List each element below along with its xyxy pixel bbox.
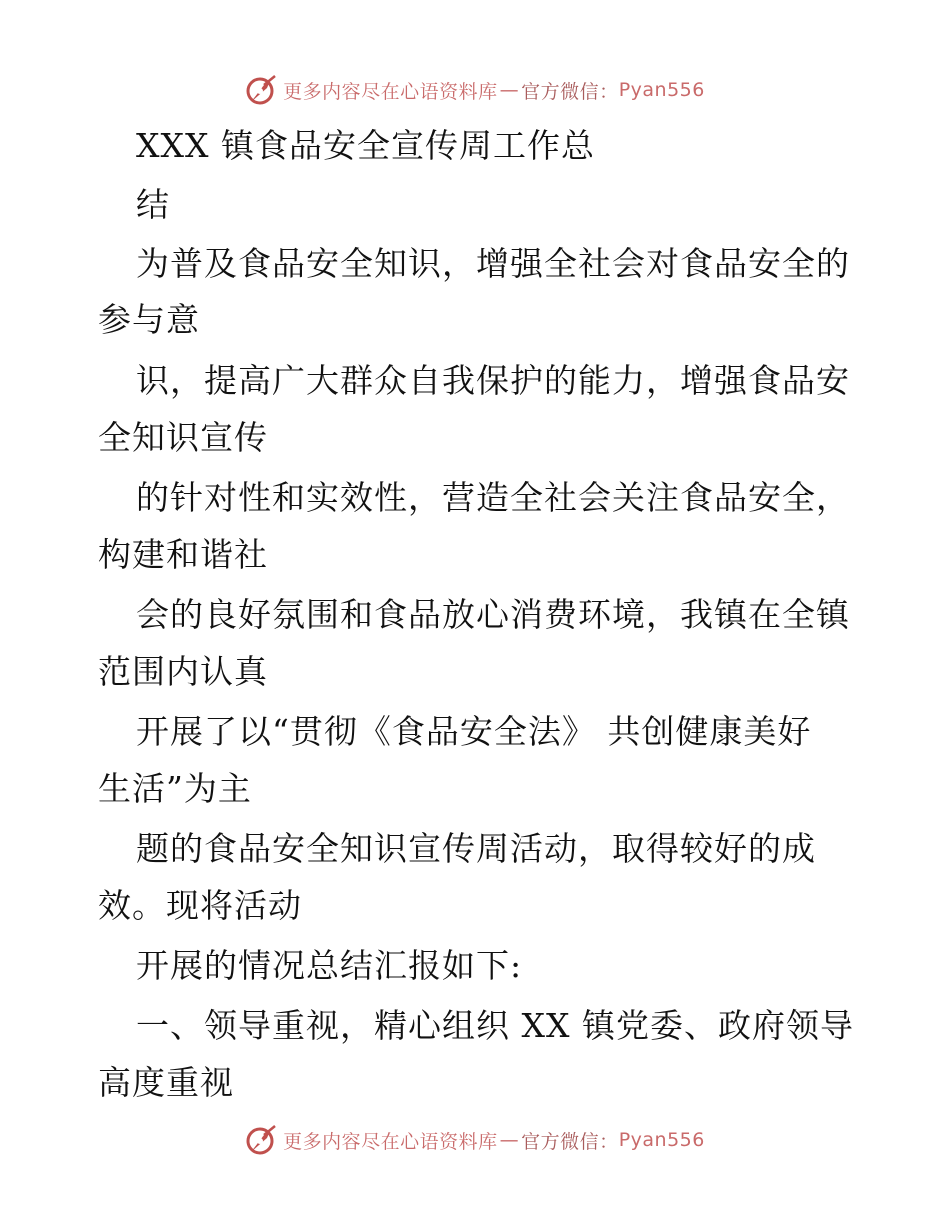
footer-watermark	[0, 1120, 950, 1160]
paragraph-line: 题的食品安全知识宣传周活动，取得较好的成	[136, 829, 816, 868]
watermark-wechat-id: Pyan556	[618, 79, 705, 101]
document-title-line-1: XXX 镇食品安全宣传周工作总	[136, 126, 595, 165]
paragraph-line: 为普及食品安全知识，增强全社会对食品安全的	[136, 244, 850, 283]
watermark-wechat-id: Pyan556	[618, 1129, 705, 1151]
paragraph-line: 生活”为主	[98, 769, 252, 808]
paragraph-line: 的针对性和实效性，营造全社会关注食品安全，	[136, 478, 850, 517]
section-heading-line: 一、领导重视，精心组织 XX 镇党委、政府领导	[136, 1006, 854, 1045]
watermark-separator: —	[499, 79, 520, 101]
paragraph-line: 识，提高广大群众自我保护的能力，增强食品安	[136, 361, 850, 400]
paragraph-line: 开展了以“贯彻《食品安全法》 共创健康美好	[136, 712, 812, 751]
watermark-separator: —	[499, 1129, 520, 1151]
paragraph-line: 高度重视	[98, 1063, 234, 1102]
paragraph-line: 效。现将活动	[98, 886, 302, 925]
paragraph-line: 会的良好氛围和食品放心消费环境，我镇在全镇	[136, 595, 850, 634]
paragraph-line: 开展的情况总结汇报如下:	[136, 946, 523, 985]
watermark-label: 官方微信：	[521, 80, 619, 103]
paragraph-line: 参与意	[98, 300, 200, 339]
paragraph-line: 全知识宣传	[98, 418, 268, 457]
watermark-main-text: 更多内容尽在心语资料库	[283, 1130, 498, 1153]
quill-pen-logo-icon	[245, 1124, 277, 1156]
watermark-main-text: 更多内容尽在心语资料库	[283, 80, 498, 103]
document-title-line-2: 结	[136, 185, 170, 224]
paragraph-line: 构建和谐社	[98, 535, 268, 574]
paragraph-line: 范围内认真	[98, 652, 268, 691]
watermark-label: 官方微信：	[521, 1130, 619, 1153]
